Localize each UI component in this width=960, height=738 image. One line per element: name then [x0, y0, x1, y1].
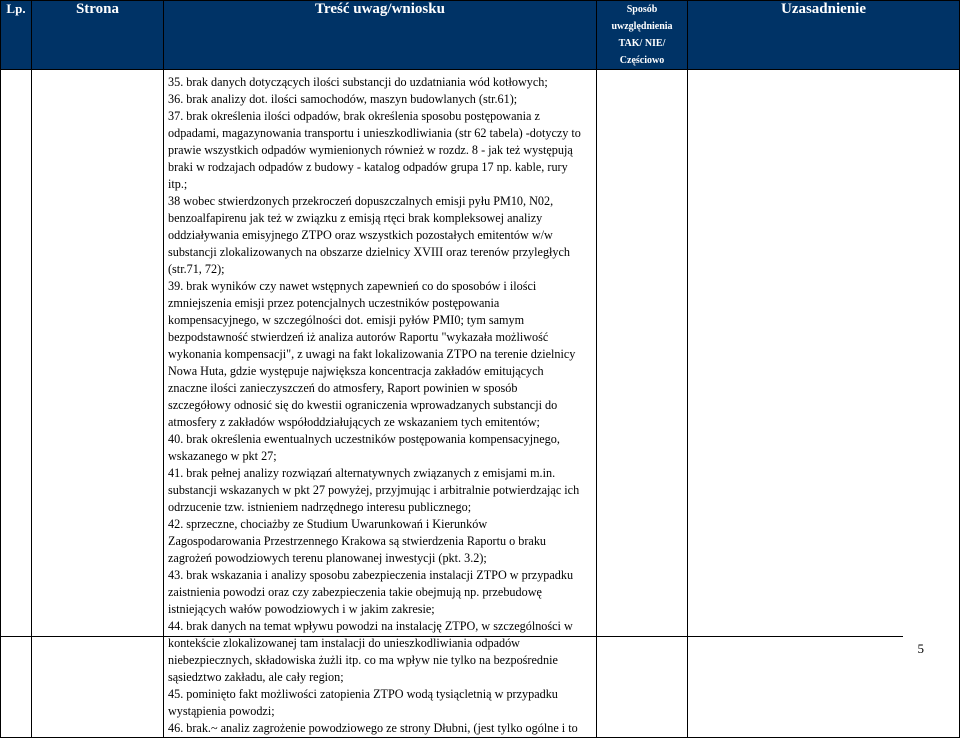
footer-divider	[0, 636, 903, 637]
header-sposob-line: Częściowo	[619, 55, 665, 66]
cell-tresc	[164, 70, 597, 738]
remark-line: 41. brak pełnej analizy rozwiązań alternatywnych związanych z emisjami m.in.	[168, 466, 556, 480]
remark-line: 43. brak wskazania i analizy sposobu zabezpieczenia instalacji ZTPO w przypadku	[168, 568, 574, 582]
remark-line: 35. brak danych dotyczących ilości substancji do uzdatniania wód kotłowych;	[168, 75, 548, 89]
remark-line: benzoalfapirenu jak też w związku z emisją rtęci brak kompleksowej analizy	[168, 211, 543, 225]
remark-line: znaczne ilości zanieczyszczeń do atmosfery, Raport powinien w sposób	[168, 381, 518, 395]
remark-line: zagrożeń powodziowych terenu planowanej inwestycji (pkt. 3.2);	[168, 551, 487, 565]
header-sposob-line: TAK/ NIE/	[618, 38, 666, 49]
remark-line: 38 wobec stwierdzonych przekroczeń dopuszczalnych emisji pyłu PM10, N02,	[168, 194, 554, 208]
remark-line: niebezpiecznych, składowiska żużli itp. co ma wpływ nie tylko na bezpośrednie	[168, 653, 558, 667]
remark-line: szczegółowy odnosić się do kwestii ograniczenia wprowadzanych substancji do	[168, 398, 558, 412]
remark-line: Nowa Huta, gdzie występuje największa koncentracja zakładów emitujących	[168, 364, 544, 378]
remark-line: zaistnienia powodzi oraz czy zabezpieczenia takie obejmują np. przebudowę	[168, 585, 542, 599]
remark-line: 39. brak wyników czy nawet wstępnych zapewnień co do sposobów i ilości	[168, 279, 537, 293]
remark-line: wykonania kompensacji", z uwagi na fakt lokalizowania ZTPO na terenie dzielnicy	[168, 347, 576, 361]
remark-line: odrzucenie tzw. istnieniem nadrzędnego interesu publicznego;	[168, 500, 472, 514]
header-strona: Strona	[32, 1, 164, 70]
remark-line: Zagospodarowania Przestrzennego Krakowa są stwierdzenia Raportu o braku	[168, 534, 547, 548]
header-lp: Lp.	[1, 1, 32, 70]
remark-line: wskazanego w pkt 27;	[168, 449, 277, 463]
cell-sposob	[597, 70, 688, 738]
remark-line: 37. brak określenia ilości odpadów, brak określenia sposobu postępowania z	[168, 109, 540, 123]
remark-line: odpadami, magazynowania transportu i unieszkodliwiania (str 62 tabela) -dotyczy to	[168, 126, 581, 140]
header-uzasadnienie: Uzasadnienie	[688, 1, 960, 70]
remark-line: atmosfery z zakładów współoddziałujących ze wskazaniem tych emitentów;	[168, 415, 540, 429]
table-row	[1, 70, 960, 738]
remark-line: 36. brak analizy dot. ilości samochodów, maszyn budowlanych (str.61);	[168, 92, 518, 106]
page-number: 5	[917, 641, 924, 656]
remark-line: 46. brak.~ analiz zagrożenie powodziowego ze strony Dłubni, (jest tylko ogólne i to	[168, 721, 578, 735]
cell-lp	[1, 70, 32, 738]
remark-line: substancji zlokalizowanych na obszarze dzielnicy XVIII oraz terenów przyległych	[168, 245, 571, 259]
header-row	[1, 1, 960, 70]
remark-line: wystąpienia powodzi;	[168, 704, 275, 718]
remark-line: bezpodstawność stwierdzeń iż analiza autorów Raportu "wykazała możliwość	[168, 330, 549, 344]
remark-line: kompensacyjnego, w szczególności dot. emisji pyłów PMI0; tym samym	[168, 313, 525, 327]
remark-line: 40. brak określenia ewentualnych uczestników postępowania kompensacyjnego,	[168, 432, 560, 446]
cell-strona	[32, 70, 164, 738]
cell-uzasadnienie	[688, 70, 960, 738]
remark-line: istniejących wałów powodziowych i w jakim zakresie;	[168, 602, 435, 616]
remark-line: 45. pominięto fakt możliwości zatopienia ZTPO wodą tysiącletnią w przypadku	[168, 687, 558, 701]
header-sposob	[597, 1, 688, 70]
remark-line: sąsiedztwo zakładu, ale cały region;	[168, 670, 344, 684]
header-sposob-line: uwzględnienia	[611, 21, 673, 32]
header-sposob-line: Sposób	[626, 4, 658, 15]
remark-line: braki w rodzajach odpadów z budowy - katalog odpadów grupa 17 np. kable, rury	[168, 160, 568, 174]
remark-line: oddziaływania emisyjnego ZTPO oraz wszystkich pozostałych emitentów w/w	[168, 228, 553, 242]
remark-line: zmniejszenia emisji przez potencjalnych uczestników postępowania	[168, 296, 500, 310]
remark-line: kontekście zlokalizowanej tam instalacji do unieszkodliwiania odpadów	[168, 636, 520, 650]
header-tresc: Treść uwag/wniosku	[164, 1, 597, 70]
remark-line: substancji wskazanych w pkt 27 powyżej, przyjmując i arbitralnie potwierdzając ich	[168, 483, 580, 497]
remark-line: prawie wszystkich odpadów wymienionych również w rozdz. 8 - jak też występują	[168, 143, 573, 157]
remark-line: 42. sprzeczne, chociażby ze Studium Uwarunkowań i Kierunków	[168, 517, 488, 531]
remark-line: (str.71, 72);	[168, 262, 225, 276]
remark-line: 44. brak danych na temat wpływu powodzi na instalację ZTPO, w szczególności w	[168, 619, 573, 633]
remark-line: itp.;	[168, 177, 188, 191]
